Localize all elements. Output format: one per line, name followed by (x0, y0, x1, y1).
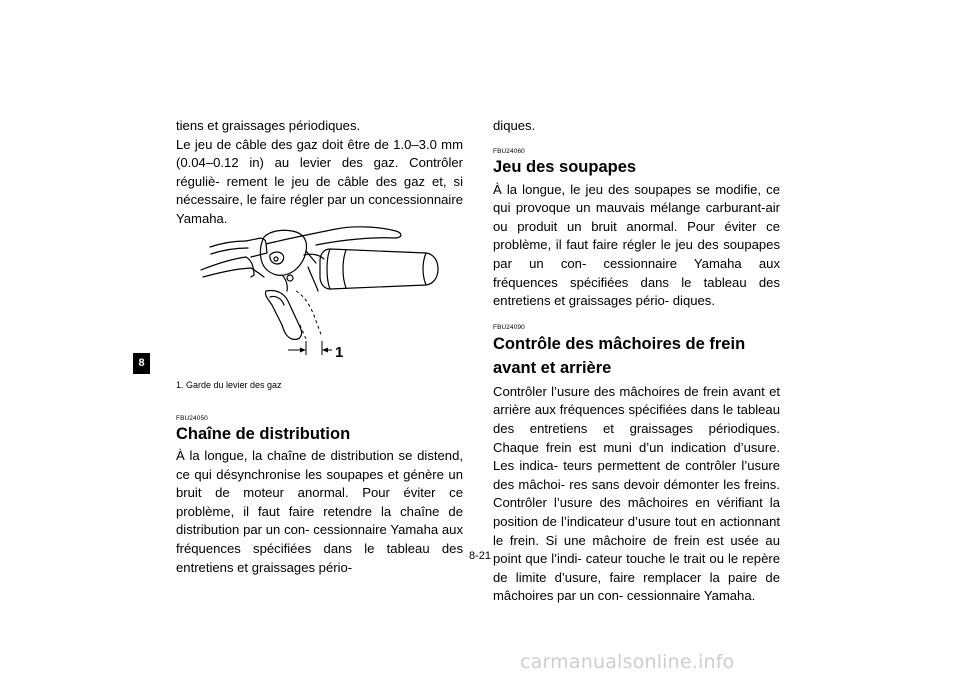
figure-caption: 1. Garde du levier des gaz (176, 380, 282, 390)
section-heading: Jeu des soupapes (493, 157, 637, 176)
section-body: À la longue, le jeu des soupapes se modifie, ce qui provoque un mauvais mélange carburant-air ou produit un bruit anormal. Pour éviter ce problème, il faut faire régler le jeu des soupapes par un con- cessionnaire Yamaha aux fréquences spécifiées dans le tableau des entretiens et graissages pério- diques. (493, 181, 780, 309)
figure-caption-block (176, 379, 463, 391)
section-body: Contrôler l’usure des mâchoires de frein avant et arrière aux fréquences spécifiées dans le tableau des entretiens et graissages périodiques. Chaque frein est muni d’un indication d’usure. Les indica- teurs permettent de contrôler l’usure des mâchoi- res sans devoir démonter les freins. Contrôler l’usure des mâchoires en vérifiant la position de l’indicateur d’usure tout en actionnant le frein. Si une mâchoire de frein est usée au point que l’indi- cateur touche le trait ou le repère de limite d’usure, faire remplacer la paire de mâchoires par un con- cessionnaire Yamaha. (493, 383, 780, 604)
chapter-tab: 8 (133, 353, 150, 374)
right-column (493, 117, 780, 606)
page-number: 8-21 (468, 550, 492, 562)
section-timing-chain (176, 415, 463, 577)
figure-callout: 1 (335, 344, 344, 361)
section-heading: Chaîne de distribution (176, 425, 351, 443)
throttle-lever-figure (196, 219, 446, 364)
left-column (176, 117, 463, 229)
watermark: carmanualsonline.info (520, 651, 735, 673)
intro-paragraph: tiens et graissages périodiques. (176, 118, 361, 133)
section-valve-clearance (493, 148, 780, 311)
section-code: FBU24060 (493, 147, 525, 155)
throttle-paragraph: Le jeu de câble des gaz doit être de 1.0–3.0 mm (0.04–0.12 in) au levier des gaz. Contrôler réguliè- rement le jeu de câble des gaz et, si nécessaire, le faire régler par un concessionnaire Yamaha. (176, 136, 463, 226)
section-body: À la longue, la chaîne de distribution se distend, ce qui désynchronise les soupapes et génère un bruit de moteur anormal. Pour éviter ce problème, il faut faire retendre la chaîne de distribution par un con- cessionnaire Yamaha aux fréquences spécifiées dans le tableau des entretiens et graissages pério- (176, 448, 463, 575)
section-heading: Contrôle des mâchoires de frein avant et arrière (493, 334, 746, 377)
section-code: FBU24090 (493, 323, 525, 331)
section-brake-shoes (493, 324, 780, 606)
section-code: FBU24050 (176, 415, 208, 422)
continuation-text: diques. (493, 118, 536, 133)
throttle-lever-illustration (196, 219, 446, 364)
